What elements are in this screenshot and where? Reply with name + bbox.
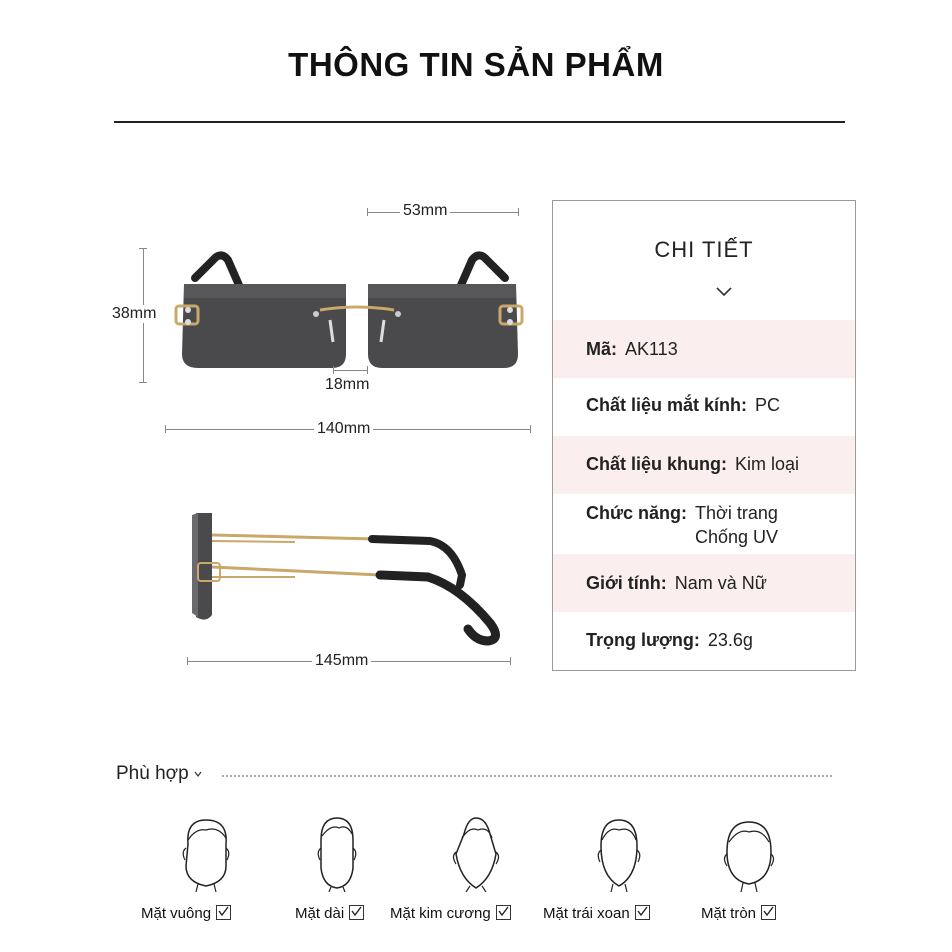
glasses-front-image <box>170 250 530 380</box>
suitability-label-text: Phù hợp <box>116 763 189 784</box>
detail-row-gender <box>553 554 855 612</box>
chevron-down-icon <box>716 287 732 297</box>
details-panel <box>552 200 856 671</box>
dim-tick <box>367 366 368 374</box>
detail-row-frame-material <box>553 436 855 494</box>
face-option-oval <box>543 905 650 922</box>
detail-value: Kim loại <box>735 454 800 474</box>
detail-value: Thời trang <box>695 503 778 523</box>
suitability-label <box>116 763 202 785</box>
detail-key: Trọng lượng: <box>586 630 700 650</box>
checked-box-icon <box>761 905 776 920</box>
details-heading: CHI TIẾT <box>654 237 754 262</box>
checked-box-icon <box>496 905 511 920</box>
page-title: THÔNG TIN SẢN PHẨM <box>288 46 664 83</box>
long-face-icon <box>307 816 367 892</box>
face-label: Mặt vuông <box>141 905 212 922</box>
dim-tick <box>530 425 531 433</box>
face-label: Mặt tròn <box>701 905 757 922</box>
detail-value-secondary: Chống UV <box>695 527 779 547</box>
detail-key: Mã: <box>586 339 617 359</box>
chevron-down-icon <box>194 771 202 777</box>
checked-box-icon <box>216 905 231 920</box>
face-option-diamond <box>390 905 511 922</box>
diamond-face-icon <box>446 816 506 892</box>
detail-value: AK113 <box>625 339 678 359</box>
face-label: Mặt trái xoan <box>543 905 630 922</box>
detail-key: Chất liệu mắt kính: <box>586 395 748 415</box>
face-option-square <box>141 905 231 922</box>
dim-tick <box>139 382 147 383</box>
detail-row-code <box>553 320 855 378</box>
dim-tick <box>518 208 519 216</box>
face-option-long <box>295 905 364 922</box>
dim-lens-width-label: 53mm <box>400 202 450 220</box>
round-face-icon <box>719 816 779 892</box>
dim-lens-height-label: 38mm <box>109 305 159 323</box>
checked-box-icon <box>635 905 650 920</box>
detail-value: Nam và Nữ <box>674 573 767 593</box>
dim-bridge-label: 18mm <box>322 376 372 394</box>
title-divider <box>114 121 845 123</box>
oval-face-icon <box>589 816 649 892</box>
dim-frame-width-label: 140mm <box>314 420 373 438</box>
face-label: Mặt kim cương <box>390 905 491 922</box>
checked-box-icon <box>349 905 364 920</box>
detail-value: 23.6g <box>707 630 753 650</box>
detail-row-function <box>553 494 855 554</box>
dotted-divider <box>222 775 832 777</box>
glasses-side-image <box>190 505 510 650</box>
dim-line-bridge <box>333 370 367 371</box>
dim-tick <box>510 657 511 665</box>
detail-row-lens-material <box>553 378 855 436</box>
detail-key: Chức năng: <box>586 503 688 523</box>
face-option-round <box>701 905 776 922</box>
dim-temple-length-label: 145mm <box>312 652 371 670</box>
detail-value: PC <box>755 395 781 415</box>
detail-key: Chất liệu khung: <box>586 454 727 474</box>
detail-row-weight <box>553 612 855 668</box>
square-face-icon <box>176 816 236 892</box>
face-label: Mặt dài <box>295 905 345 922</box>
detail-key: Giới tính: <box>586 573 667 593</box>
